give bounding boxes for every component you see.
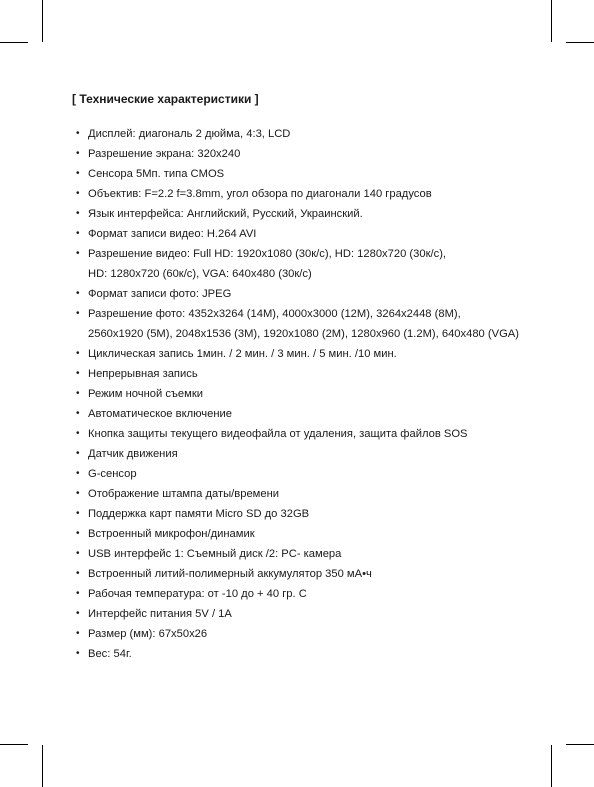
- spec-item: [76, 144, 556, 164]
- spec-item: [76, 424, 556, 444]
- spec-item: [76, 524, 556, 544]
- crop-mark-bottom-right-vertical: [551, 745, 552, 787]
- bullet-icon: •: [76, 168, 80, 179]
- crop-mark-bottom-left-horizontal: [0, 744, 28, 745]
- bullet-icon: •: [76, 628, 80, 639]
- spec-text: Вес: 54г.: [88, 648, 132, 660]
- spec-text: Датчик движения: [88, 448, 178, 460]
- bullet-icon: •: [76, 648, 80, 659]
- spec-item: [76, 644, 556, 664]
- bullet-icon: •: [76, 548, 80, 559]
- spec-text: Формат записи видео: H.264 AVI: [88, 228, 257, 240]
- spec-item: [76, 564, 556, 584]
- spec-text: Режим ночной съемки: [88, 388, 203, 400]
- bullet-icon: •: [76, 488, 80, 499]
- spec-text: Разрешение экрана: 320x240: [88, 148, 241, 160]
- bullet-icon: •: [76, 568, 80, 579]
- spec-text: Разрешение видео: Full HD: 1920x1080 (30к/с), HD: 1280x720 (30к/с),: [88, 248, 447, 260]
- bullet-icon: •: [76, 288, 80, 299]
- spec-item: [76, 244, 556, 284]
- bullet-icon: •: [76, 508, 80, 519]
- spec-text: Формат записи фото: JPEG: [88, 288, 232, 300]
- spec-item: [76, 224, 556, 244]
- section-title: [ Технические характеристики ]: [72, 92, 259, 106]
- spec-text: Встроенный литий-полимерный аккумулятор 350 мА•ч: [88, 568, 372, 580]
- spec-text: Объектив: F=2.2 f=3.8mm, угол обзора по диагонали 140 градусов: [88, 188, 432, 200]
- spec-item: [76, 344, 556, 364]
- spec-text: Язык интерфейса: Английский, Русский, Украинский.: [88, 208, 363, 220]
- spec-text: Дисплей: диагональ 2 дюйма, 4:3, LCD: [88, 128, 291, 140]
- crop-mark-top-right-horizontal: [566, 42, 594, 43]
- crop-mark-top-left-vertical: [42, 0, 43, 42]
- spec-item: [76, 544, 556, 564]
- bullet-icon: •: [76, 248, 80, 259]
- bullet-icon: •: [76, 128, 80, 139]
- spec-item: [76, 184, 556, 204]
- spec-item: [76, 604, 556, 624]
- spec-item: [76, 284, 556, 304]
- bullet-icon: •: [76, 448, 80, 459]
- spec-item: [76, 164, 556, 184]
- bullet-icon: •: [76, 208, 80, 219]
- bullet-icon: •: [76, 188, 80, 199]
- spec-text: Разрешение фото: 4352x3264 (14M), 4000x3000 (12M), 3264x2448 (8M),: [88, 308, 461, 320]
- crop-mark-top-left-horizontal: [0, 42, 28, 43]
- spec-item: [76, 384, 556, 404]
- bullet-icon: •: [76, 608, 80, 619]
- bullet-icon: •: [76, 428, 80, 439]
- bullet-icon: •: [76, 528, 80, 539]
- spec-text: Циклическая запись 1мин. / 2 мин. / 3 мин. / 5 мин. /10 мин.: [88, 348, 397, 360]
- spec-item: [76, 364, 556, 384]
- spec-text: Отображение штампа даты/времени: [88, 488, 280, 500]
- spec-text: Сенсора 5Мп. типа CMOS: [88, 168, 225, 180]
- spec-item: [76, 204, 556, 224]
- bullet-icon: •: [76, 388, 80, 399]
- bullet-icon: •: [76, 368, 80, 379]
- spec-item: [76, 404, 556, 424]
- spec-item: [76, 504, 556, 524]
- spec-item: [76, 624, 556, 644]
- spec-item: [76, 484, 556, 504]
- crop-mark-bottom-right-horizontal: [566, 744, 594, 745]
- bullet-icon: •: [76, 408, 80, 419]
- spec-item: [76, 444, 556, 464]
- spec-text: 2560x1920 (5M), 2048x1536 (3M), 1920x1080 (2M), 1280x960 (1.2M), 640x480 (VGA): [88, 328, 519, 340]
- spec-text: Непрерывная запись: [88, 368, 198, 380]
- spec-text: G-сенсор: [88, 468, 137, 480]
- spec-text: HD: 1280x720 (60к/с), VGA: 640x480 (30к/с): [88, 268, 312, 280]
- bullet-icon: •: [76, 348, 80, 359]
- bullet-icon: •: [76, 228, 80, 239]
- spec-text: USB интерфейс 1: Съемный диск /2: PC- камера: [88, 548, 342, 560]
- spec-text: Встроенный микрофон/динамик: [88, 528, 255, 540]
- crop-mark-top-right-vertical: [551, 0, 552, 42]
- bullet-icon: •: [76, 588, 80, 599]
- spec-item: [76, 124, 556, 144]
- bullet-icon: •: [76, 308, 80, 319]
- spec-list: [76, 124, 556, 664]
- spec-item: [76, 304, 556, 344]
- spec-text: Размер (мм): 67x50x26: [88, 628, 208, 640]
- spec-text: Рабочая температура: от -10 до + 40 гр. С: [88, 588, 307, 600]
- bullet-icon: •: [76, 148, 80, 159]
- spec-text: Интерфейс питания 5V / 1A: [88, 608, 232, 620]
- spec-item: [76, 584, 556, 604]
- spec-text: Поддержка карт памяти Micro SD до 32GB: [88, 508, 310, 520]
- spec-item: [76, 464, 556, 484]
- bullet-icon: •: [76, 468, 80, 479]
- crop-mark-bottom-left-vertical: [42, 745, 43, 787]
- spec-text: Автоматическое включение: [88, 408, 232, 420]
- spec-text: Кнопка защиты текущего видеофайла от удаления, защита файлов SOS: [88, 428, 468, 440]
